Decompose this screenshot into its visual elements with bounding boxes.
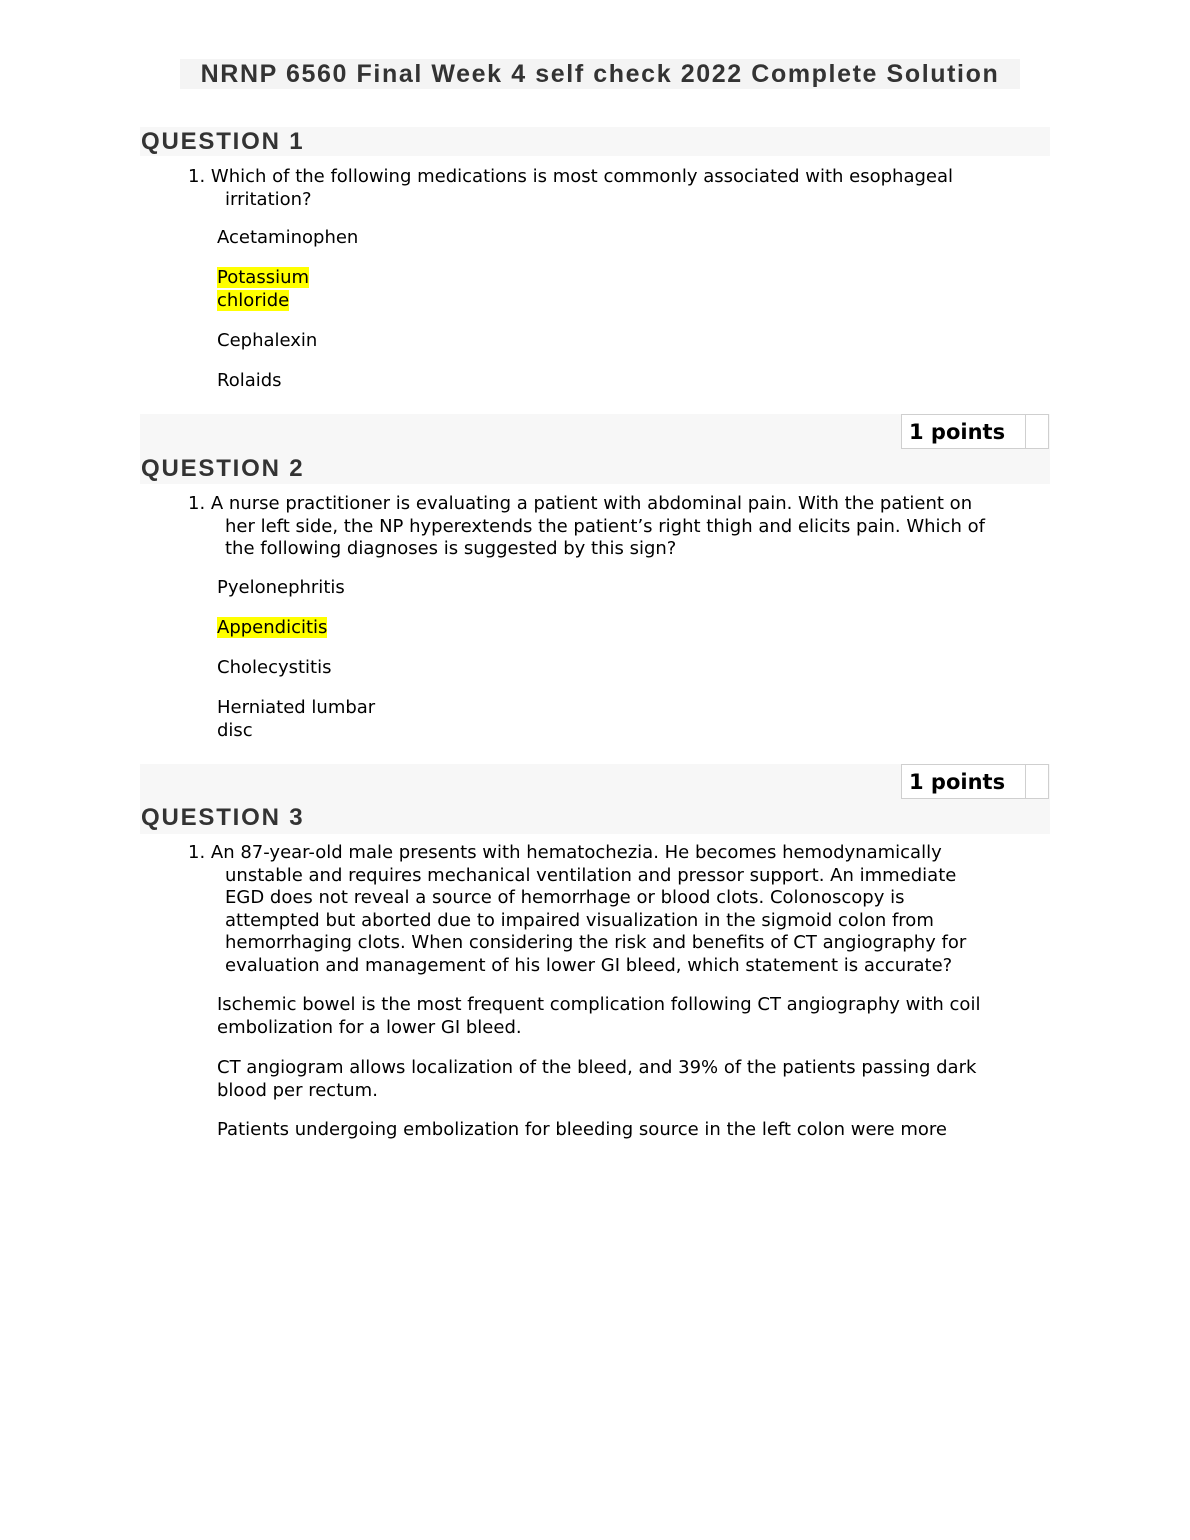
question-1-header	[140, 127, 1050, 156]
option-text: disc	[217, 719, 253, 741]
question-2-header	[140, 414, 1050, 484]
question-1-option-4[interactable]	[217, 370, 282, 393]
option-text: CT angiogram allows localization of the bleed, and 39% of the patients passing dark	[217, 1057, 977, 1078]
points-divider	[1025, 415, 1026, 448]
question-3-option-1[interactable]	[217, 994, 980, 1039]
question-2-option-4[interactable]	[217, 697, 375, 742]
question-1-stem	[188, 166, 953, 211]
document-title: NRNP 6560 Final Week 4 self check 2022 Complete Solution	[180, 59, 1020, 89]
question-2-option-1[interactable]	[217, 577, 345, 600]
question-2-option-2[interactable]	[217, 617, 327, 640]
stem-line: EGD does not reveal a source of hemorrhage or blood clots. Colonoscopy is	[225, 887, 905, 909]
question-2-stem	[188, 493, 985, 561]
question-1-title: QUESTION 1	[141, 128, 305, 155]
option-text-highlighted: Potassium	[217, 267, 310, 288]
stem-line: 1. A nurse practitioner is evaluating a patient with abdominal pain. With the patient on	[188, 493, 973, 514]
stem-line: the following diagnoses is suggested by this sign?	[225, 538, 677, 560]
points-label: 1 points	[909, 770, 1006, 794]
question-3-option-2[interactable]	[217, 1057, 976, 1102]
option-text: Rolaids	[217, 370, 282, 391]
question-3-option-3[interactable]	[217, 1119, 947, 1142]
stem-line: her left side, the NP hyperextends the patient’s right thigh and elicits pain. Which of	[225, 515, 985, 537]
option-text: Ischemic bowel is the most frequent complication following CT angiography with coil	[217, 994, 981, 1015]
question-3-stem	[188, 842, 966, 978]
option-text: Pyelonephritis	[217, 577, 345, 598]
option-text: Acetaminophen	[217, 227, 359, 248]
option-text: Cephalexin	[217, 330, 318, 351]
stem-line: attempted but aborted due to impaired visualization in the sigmoid colon from	[225, 909, 934, 931]
stem-line: evaluation and management of his lower GI bleed, which statement is accurate?	[225, 954, 953, 976]
question-1-option-3[interactable]	[217, 330, 317, 353]
question-2-title: QUESTION 2	[141, 455, 305, 482]
question-1-option-2[interactable]	[217, 267, 309, 312]
option-text: embolization for a lower GI bleed.	[217, 1016, 522, 1038]
points-box	[901, 764, 1049, 799]
stem-line: hemorrhaging clots. When considering the risk and benefits of CT angiography for	[225, 932, 967, 954]
stem-line: 1. An 87-year-old male presents with hematochezia. He becomes hemodynamically	[188, 842, 942, 863]
points-label: 1 points	[909, 420, 1006, 444]
points-box	[901, 414, 1049, 449]
question-2-option-3[interactable]	[217, 657, 332, 680]
option-text: Cholecystitis	[217, 657, 332, 678]
option-text-highlighted: chloride	[217, 289, 290, 311]
option-text: blood per rectum.	[217, 1079, 378, 1101]
stem-line: 1. Which of the following medications is most commonly associated with esophageal	[188, 166, 953, 187]
option-text: Herniated lumbar	[217, 697, 376, 718]
option-text: Patients undergoing embolization for bleeding source in the left colon were more	[217, 1119, 947, 1140]
stem-line: unstable and requires mechanical ventilation and pressor support. An immediate	[225, 864, 957, 886]
question-3-header	[140, 764, 1050, 834]
points-divider	[1025, 765, 1026, 798]
option-text-highlighted: Appendicitis	[217, 617, 328, 638]
stem-line: irritation?	[225, 188, 312, 210]
question-3-title: QUESTION 3	[141, 804, 305, 831]
question-1-option-1[interactable]	[217, 227, 358, 250]
